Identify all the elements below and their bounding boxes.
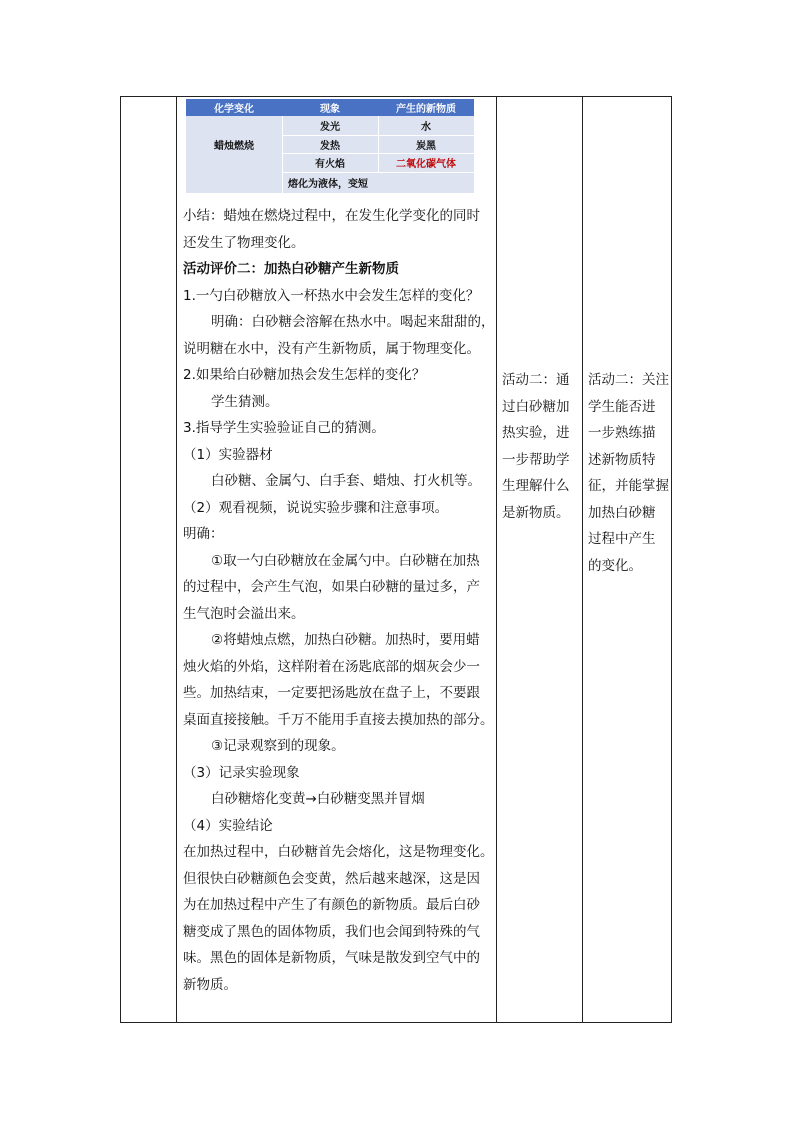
text-line: ①取一勺白砂糖放在金属勺中。白砂糖在加热 bbox=[211, 552, 480, 569]
table-header-change: 化学变化 bbox=[186, 99, 282, 116]
text-line: 在加热过程中，白砂糖首先会熔化，这是物理变化。 bbox=[183, 844, 494, 860]
text-line: 明确：白砂糖会溶解在热水中。喝起来甜甜的， bbox=[211, 314, 495, 330]
text-line: （1）实验器材 bbox=[183, 446, 273, 463]
text-line: 生气泡时会溢出来。 bbox=[183, 605, 305, 622]
text-line: 但很快白砂糖颜色会变黄，然后越来越深，这是因 bbox=[183, 870, 480, 887]
text-line: 活动二：通 bbox=[502, 372, 570, 388]
text-line: 3.指导学生实验验证自己的猜测。 bbox=[183, 420, 385, 436]
text-line: 生理解什么 bbox=[502, 478, 570, 494]
text-line: ②将蜡烛点燃，加热白砂糖。加热时，要用蜡 bbox=[211, 632, 480, 648]
section-heading: 活动评价二：加热白砂糖产生新物质 bbox=[183, 261, 399, 277]
table-product: 水 bbox=[421, 122, 431, 133]
table-phenomenon: 发热 bbox=[320, 140, 340, 152]
text-line: 是新物质。 bbox=[502, 504, 570, 521]
table-phenomenon: 发光 bbox=[320, 122, 340, 133]
text-line: 一步帮助学 bbox=[502, 451, 570, 468]
text-line: 新物质。 bbox=[183, 976, 237, 993]
text-line: （2）观看视频，说说实验步骤和注意事项。 bbox=[183, 499, 449, 516]
text-line: 加热白砂糖 bbox=[588, 504, 656, 521]
text-line: 烛火焰的外焰，这样附着在汤匙底部的烟灰会少一 bbox=[183, 658, 480, 675]
column-divider bbox=[582, 97, 583, 1022]
text-line: 的过程中，会产生气泡，如果白砂糖的量过多，产 bbox=[183, 579, 480, 595]
text-line: 一步熟练描 bbox=[588, 425, 656, 441]
table-header-phenomenon: 现象 bbox=[282, 99, 378, 116]
table-product: 炭黑 bbox=[416, 140, 436, 152]
text-line: 糖变成了黑色的固体物质，我们也会闻到特殊的气 bbox=[183, 923, 480, 940]
text-line: 为在加热过程中产生了有颜色的新物质。最后白砂 bbox=[183, 897, 480, 913]
text-line: 1.一勺白砂糖放入一杯热水中会发生怎样的变化？ bbox=[183, 287, 480, 304]
text-line: 小结：蜡烛在燃烧过程中，在发生化学变化的同时 bbox=[183, 208, 480, 224]
table-phenomenon: 熔化为液体，变短 bbox=[288, 179, 368, 190]
text-line: 些。加热结束，一定要把汤匙放在盘子上，不要跟 bbox=[183, 685, 480, 701]
table-product-highlight: 二氧化碳气体 bbox=[396, 159, 456, 170]
candle-change-table bbox=[186, 99, 474, 193]
design-intent bbox=[502, 367, 570, 526]
text-line: 2.如果给白砂糖加热会发生怎样的变化？ bbox=[183, 367, 426, 383]
text-line: 白砂糖、金属勺、白手套、蜡烛、打火机等。 bbox=[211, 473, 481, 489]
text-line: 明确： bbox=[183, 526, 224, 542]
table-phenomenon: 有火焰 bbox=[315, 159, 345, 170]
column-divider bbox=[176, 97, 177, 1022]
text-line: 桌面直接接触。千万不能用手直接去摸加热的部分。 bbox=[183, 711, 494, 728]
table-header-product: 产生的新物质 bbox=[378, 99, 474, 116]
text-line: 热实验，进 bbox=[502, 425, 570, 441]
text-line: 还发生了物理变化。 bbox=[183, 234, 305, 251]
text-line: （4）实验结论 bbox=[183, 817, 273, 834]
text-line: 味。黑色的固体是新物质，气味是散发到空气中的 bbox=[183, 950, 480, 966]
text-line: 述新物质特 bbox=[588, 451, 656, 468]
text-line: （3）记录实验现象 bbox=[183, 764, 300, 781]
text-line: 学生能否进 bbox=[588, 398, 656, 415]
text-line: 征，并能掌握 bbox=[588, 478, 669, 494]
text-line: 说明糖在水中，没有产生新物质，属于物理变化。 bbox=[183, 340, 480, 357]
text-line: 过白砂糖加 bbox=[502, 398, 570, 415]
teaching-process bbox=[183, 203, 497, 998]
text-line: 过程中产生 bbox=[588, 531, 656, 547]
lesson-table bbox=[120, 96, 672, 1023]
text-line: 活动二：关注 bbox=[588, 372, 669, 388]
text-line: ③记录观察到的现象。 bbox=[211, 738, 345, 754]
text-line: 的变化。 bbox=[588, 557, 642, 574]
text-line: 白砂糖熔化变黄→白砂糖变黑并冒烟 bbox=[211, 791, 425, 807]
evaluation-notes bbox=[588, 367, 669, 579]
text-line: 学生猜测。 bbox=[211, 393, 279, 410]
table-change-name: 蜡烛燃烧 bbox=[214, 140, 254, 152]
